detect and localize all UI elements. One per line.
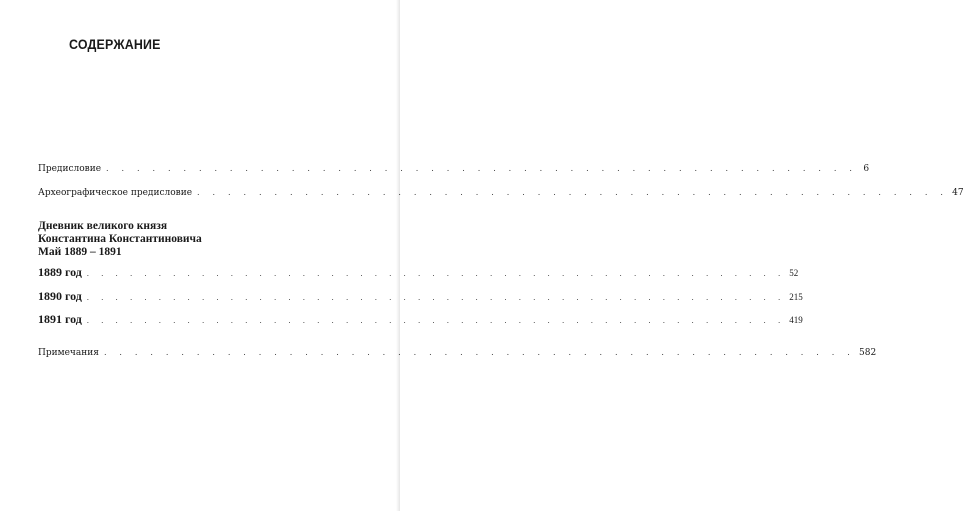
page-title: СОДЕРЖАНИЕ: [69, 37, 161, 52]
toc-entry-page: 6: [863, 164, 870, 174]
toc-entry-label: 1889 год: [38, 265, 82, 279]
page-edge-shadow: [396, 0, 400, 511]
toc-entry-archaeographic-preface[interactable]: [38, 187, 964, 199]
diary-heading-line: Май 1889 – 1891: [38, 246, 122, 258]
dot-leader: . . . . . . . . . . . . . . . . . . . . . . . . . . . . . . . . . . . . . . . . . . . . . . . . .: [103, 348, 856, 357]
toc-entry-page: 47: [952, 188, 964, 198]
toc-entry-label: Археографическое предисловие: [38, 188, 193, 198]
toc-entry-year-1889[interactable]: [38, 265, 799, 280]
toc-entry-notes[interactable]: [38, 347, 877, 359]
dot-leader: . . . . . . . . . . . . . . . . . . . . . . . . . . . . . . . . . . . . . . . . . . . . . . . . .: [86, 293, 786, 302]
dot-leader: . . . . . . . . . . . . . . . . . . . . . . . . . . . . . . . . . . . . . . . . . . . . . . . . .: [197, 188, 949, 197]
toc-entry-label: 1891 год: [38, 312, 82, 326]
toc-entry-label: 1890 год: [38, 289, 82, 303]
toc-entry-page: 215: [789, 292, 803, 302]
diary-heading-line: Константина Константиновича: [38, 233, 202, 245]
toc-entry-year-1890[interactable]: [38, 289, 803, 304]
dot-leader: . . . . . . . . . . . . . . . . . . . . . . . . . . . . . . . . . . . . . . . . . . . . . . . . .: [86, 316, 786, 325]
toc-entry-year-1891[interactable]: [38, 312, 803, 327]
toc-entry-label: Предисловие: [38, 164, 102, 174]
toc-entry-preface[interactable]: [38, 163, 870, 175]
toc-entry-page: 419: [789, 315, 803, 325]
toc-entry-page: 52: [789, 268, 799, 278]
dot-leader: . . . . . . . . . . . . . . . . . . . . . . . . . . . . . . . . . . . . . . . . . . . . . . . . .: [86, 269, 786, 278]
dot-leader: . . . . . . . . . . . . . . . . . . . . . . . . . . . . . . . . . . . . . . . . . . . . . . . . .: [106, 164, 858, 173]
diary-heading-line: Дневник великого князя: [38, 220, 168, 232]
toc-entry-page: 582: [859, 348, 877, 358]
diary-section-heading: [38, 220, 202, 259]
toc-entry-label: Примечания: [38, 348, 99, 358]
